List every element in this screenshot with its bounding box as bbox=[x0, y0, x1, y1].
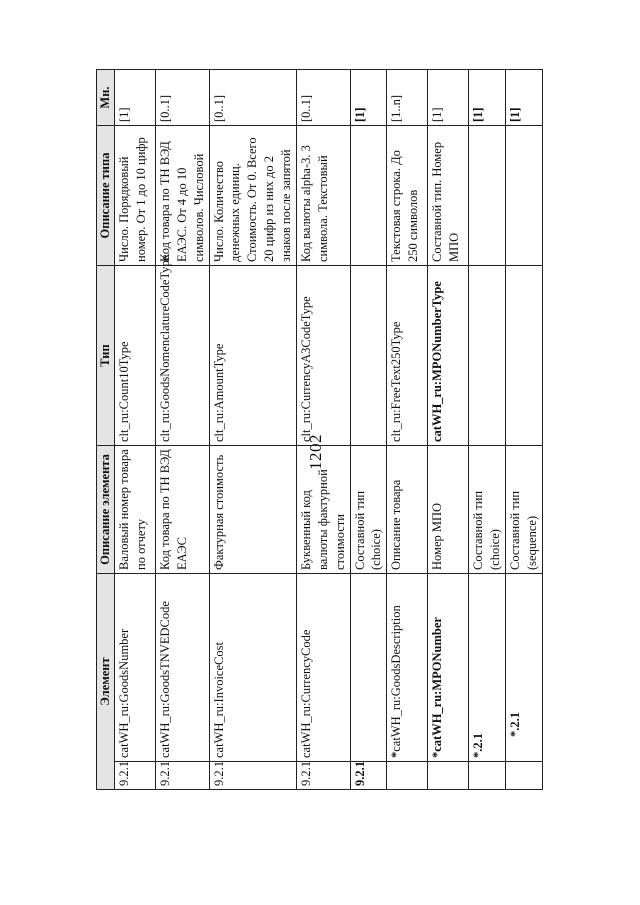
element-description: Фактурная стоимость bbox=[209, 446, 296, 574]
spec-table bbox=[96, 69, 543, 790]
multiplicity: [1] bbox=[428, 70, 469, 126]
multiplicity: [1] bbox=[114, 70, 155, 126]
element-description: Валовый номер товара по отчету bbox=[114, 446, 155, 574]
row-marker: * bbox=[389, 751, 404, 758]
page-number: 1202 bbox=[306, 434, 325, 470]
element-type: clt_ru:AmountType bbox=[209, 266, 296, 446]
element-type bbox=[506, 266, 543, 446]
table-row bbox=[428, 70, 469, 790]
element-type bbox=[350, 266, 387, 446]
element-description: Описание товара bbox=[387, 446, 428, 574]
row-number: 9.2.1 bbox=[114, 762, 155, 790]
header-element: Элемент bbox=[97, 574, 115, 790]
element-name: catWH_ru:GoodsTNVEDCode bbox=[155, 574, 209, 762]
element-description: Составной тип (choice) bbox=[350, 446, 387, 574]
element-description: Составной тип (sequence) bbox=[506, 446, 543, 574]
row-number: 9.2.1 bbox=[296, 762, 350, 790]
element-description: Буквенный код валюты фактурной стоимости bbox=[296, 446, 350, 574]
multiplicity: [1..n] bbox=[387, 70, 428, 126]
element-name: catWH_ru:CurrencyCode bbox=[296, 574, 350, 762]
multiplicity: [0..1] bbox=[155, 70, 209, 126]
multiplicity: [1] bbox=[506, 70, 543, 126]
table-row bbox=[506, 70, 543, 790]
element-name-cell bbox=[506, 574, 543, 762]
element-name-cell bbox=[387, 574, 428, 762]
element-type: clt_ru:CurrencyA3CodeType bbox=[296, 266, 350, 446]
row-number: 9.2.1 bbox=[209, 762, 296, 790]
multiplicity: [0..1] bbox=[296, 70, 350, 126]
table-row bbox=[350, 70, 387, 790]
table-row bbox=[296, 70, 350, 790]
element-name bbox=[350, 574, 387, 762]
table-row bbox=[114, 70, 155, 790]
element-name-cell bbox=[428, 574, 469, 762]
header-element-description: Описание элемента bbox=[97, 446, 115, 574]
element-type bbox=[469, 266, 506, 446]
type-description bbox=[469, 126, 506, 266]
indent-cell bbox=[387, 762, 428, 790]
rotated-table-container bbox=[96, 70, 539, 790]
row-marker: * bbox=[430, 751, 445, 758]
table-row bbox=[387, 70, 428, 790]
row-number: 9.2.1 bbox=[155, 762, 209, 790]
type-description: Текстовая строка. До 250 символов bbox=[387, 126, 428, 266]
element-description: Составной тип (choice) bbox=[469, 446, 506, 574]
type-description: Код валюты alpha-3. 3 символа. Текстовый bbox=[296, 126, 350, 266]
multiplicity: [1] bbox=[350, 70, 387, 126]
multiplicity: [1] bbox=[469, 70, 506, 126]
row-number: 9.2.1 bbox=[350, 762, 387, 790]
type-description: Код товара по ТН ВЭД ЕАЭС. От 4 до 10 символов. Числовой bbox=[155, 126, 209, 266]
element-description: Код товара по ТН ВЭД ЕАЭС bbox=[155, 446, 209, 574]
element-name: catWH_ru:GoodsNumber bbox=[114, 574, 155, 762]
table-row bbox=[155, 70, 209, 790]
element-type: clt_ru:FreeText250Type bbox=[387, 266, 428, 446]
table-row bbox=[469, 70, 506, 790]
header-multiplicity: Мн. bbox=[97, 70, 115, 126]
element-type: clt_ru:Count10Type bbox=[114, 266, 155, 446]
element-name-cell bbox=[469, 574, 506, 762]
element-name: catWH_ru:GoodsDescription bbox=[389, 605, 404, 752]
element-description: Номер МПО bbox=[428, 446, 469, 574]
multiplicity: [0..1] bbox=[209, 70, 296, 126]
table-header-row bbox=[97, 70, 115, 790]
element-name: catWH_ru:InvoiceCost bbox=[209, 574, 296, 762]
element-type: catWH_ru:MPONumberType bbox=[428, 266, 469, 446]
table-row bbox=[209, 70, 296, 790]
type-description: Число. Порядковый номер. От 1 до 10 цифр bbox=[114, 126, 155, 266]
element-type: clt_ru:GoodsNomenclatureCodeType bbox=[155, 266, 209, 446]
indent-cell bbox=[469, 762, 506, 790]
type-description: Число. Количество денежных единиц. Стоимость. От 0. Всего 20 цифр из них до 2 знаков после запятой bbox=[209, 126, 296, 266]
type-description: Составной тип. Номер МПО bbox=[428, 126, 469, 266]
header-type: Тип bbox=[97, 266, 115, 446]
element-name: catWH_ru:MPONumber bbox=[430, 617, 445, 752]
type-description bbox=[350, 126, 387, 266]
row-marker: *.2.1 bbox=[508, 712, 522, 737]
header-type-description: Описание типа bbox=[97, 126, 115, 266]
indent-cell bbox=[428, 762, 469, 790]
row-marker: *.2.1 bbox=[471, 733, 486, 758]
indent-cell bbox=[506, 762, 543, 790]
type-description bbox=[506, 126, 543, 266]
